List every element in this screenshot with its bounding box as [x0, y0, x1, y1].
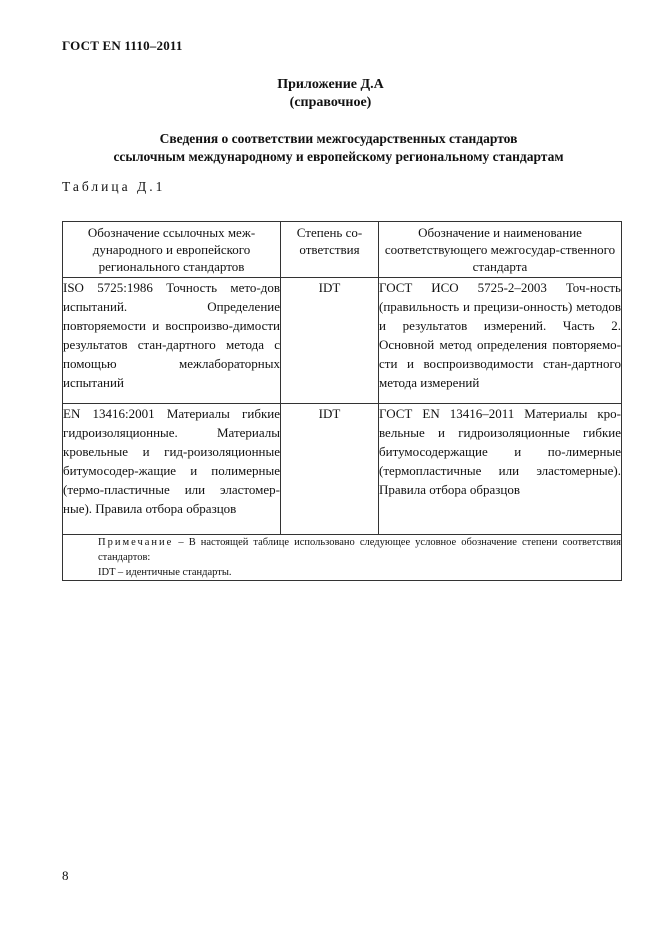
national-standard-cell: ГОСТ ИСО 5725-2–2003 Точ-ность (правильность и прецизи-онность) методов и результатов измерений. Часть 2. Основной метод определения повторяемо-сти и воспроизводимости стан-дартного метода измерений	[379, 278, 622, 404]
header-reference-standard: Обозначение ссылочных меж-дународного и европейского регионального стандартов	[63, 222, 281, 278]
document-code: ГОСТ EN 1110–2011	[62, 38, 183, 53]
table-row	[63, 404, 622, 535]
degree-cell: IDT	[281, 404, 379, 535]
appendix-subtitle: (справочное)	[289, 95, 372, 110]
appendix-title-block	[0, 76, 661, 112]
section-heading	[40, 130, 637, 166]
appendix-title: Приложение Д.А	[277, 77, 384, 92]
header-national-standard: Обозначение и наименование соответствующего межгосудар-ственного стандарта	[379, 222, 622, 278]
reference-standard-cell: ISO 5725:1986 Точность мето-дов испытаний. Определение повторяемости и воспроизво-димости результатов стан-дартного метода с помощью межлабораторных испытаний	[63, 278, 281, 404]
note-paragraph	[63, 535, 621, 565]
table-note-row	[63, 535, 622, 581]
note-label: Примечание	[98, 537, 174, 548]
section-heading-line-1: Сведения о соответствии межгосударственных стандартов	[159, 131, 518, 146]
header-degree: Степень со-ответствия	[281, 222, 379, 278]
note-text: – В настоящей таблице использовано следующее условное обозначение степени соответствия стандартов:	[98, 537, 621, 563]
section-heading-line-2: ссылочным международному и европейскому региональному стандартам	[113, 149, 564, 164]
degree-cell: IDT	[281, 278, 379, 404]
reference-standard-cell: EN 13416:2001 Материалы гибкие гидроизоляционные. Материалы кровельные и гид-роизоляционные битумосодер-жащие и полимерные (термо-пластичные или эластомер-ные). Правила отбора образцов	[63, 404, 281, 535]
table-row	[63, 278, 622, 404]
page-number: 8	[62, 868, 69, 883]
table-note	[63, 535, 622, 581]
note-idt-line: IDT – идентичные стандарты.	[98, 567, 232, 578]
national-standard-cell: ГОСТ EN 13416–2011 Материалы кро-вельные и гидроизоляционные гибкие битумосодержащие и по-лимерные (термопластичные или эластомерные). Правила отбора образцов	[379, 404, 622, 535]
correspondence-table	[62, 221, 622, 581]
table-header-row	[63, 222, 622, 278]
table-label: Таблица Д.1	[62, 179, 166, 194]
